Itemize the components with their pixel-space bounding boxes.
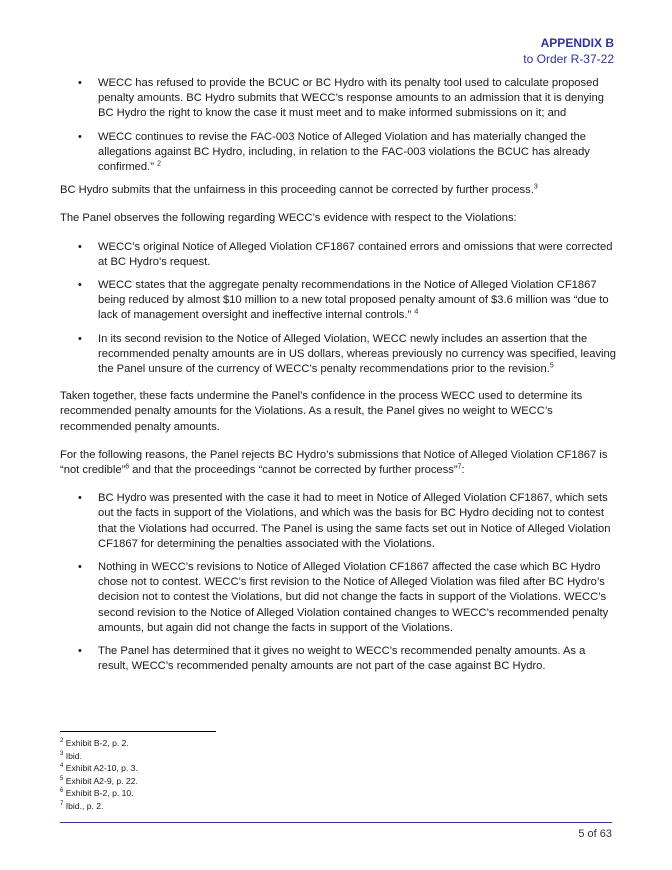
footnote-ref: 5 [549,362,554,370]
list-item-text: In its second revision to the Notice of Alleged Violation, WECC newly includes an assertion that the recommended penalty amounts are in US dollars, whereas previously no currency was specified, leaving the Panel unsure of the currency of WECC’s penalty recommendations prior to the revision. [98,332,616,376]
paragraph-text: : [461,464,465,477]
paragraph [60,183,616,198]
footnote-text: Exhibit B-2, p. 10. [65,788,134,799]
bullet-list-bottom [60,491,616,674]
bullet-icon: • [78,77,82,89]
bullet-icon: • [78,492,82,505]
list-item-text: WECC has refused to provide the BCUC or BC Hydro with its penalty tool used to calculate proposed penalty amounts. BC Hydro submits that WECC’s response amounts to an admission that it is denying BC Hydro the right to know the case it must meet and to make informed submissions on it; and [98,77,604,120]
list-item-text: WECC’s original Notice of Alleged Violation CF1867 contained errors and omissions that were corrected at BC Hydro’s request. [98,240,613,268]
footnote [60,775,138,788]
footnote-number: 2 [60,738,64,745]
list-item [60,130,616,176]
paragraph: Taken together, these facts undermine the Panel’s confidence in the process WECC used to determine its recommended penalty amounts for the Violations. As a result, the Panel gives no weight to WECC’s recommended penalty amounts. [60,390,583,433]
bullet-icon: • [78,645,82,658]
paragraph-text: and that the proceedings “cannot be corrected by further process” [129,464,458,477]
footnote-number: 4 [60,763,64,770]
paragraph-text: For the following reasons, the Panel rejects BC Hydro’s submissions that Notice of Alleged Violation CF1867 is “not credible” [60,448,608,477]
footnote [60,762,138,775]
list-item-text: The Panel has determined that it gives no weight to WECC’s recommended penalty amounts. As a result, WECC’s recommended penalty amounts are not part of the case against BC Hydro. [98,645,586,673]
bullet-list-top [60,76,616,175]
list-item-text: WECC continues to revise the FAC-003 Notice of Alleged Violation and has materially changed the allegations against BC Hydro, including, in relation to the FAC-003 violations the BCUC has already confirmed.” [98,130,590,174]
footnote [60,787,138,800]
footnote-text: Exhibit A2-9, p. 22. [65,775,138,786]
list-item [60,278,616,324]
paragraph [60,448,616,478]
footnote-text: Exhibit B-2, p. 2. [65,738,129,748]
footnote-text: Exhibit A2-10, p. 3. [65,763,138,774]
paragraph-text: BC Hydro submits that the unfairness in this proceeding cannot be corrected by further process. [60,184,534,197]
footnote-number: 6 [60,788,64,795]
list-item [60,240,616,270]
footnote-number: 3 [60,750,64,757]
list-item-text: WECC states that the aggregate penalty recommendations in the Notice of Alleged Violation CF1867 being reduced by almost $10 million to a new total proposed penalty amount of $3.6 million was “due to lack of management oversight and ineffective internal controls.” [98,279,609,322]
bullet-icon: • [78,240,82,253]
footnote-ref: 7 [457,463,462,471]
list-item [60,76,616,122]
appendix-label: APPENDIX B [540,36,614,50]
footnote-number: 5 [60,775,64,782]
list-item-text: BC Hydro was presented with the case it had to meet in Notice of Alleged Violation CF1867, which sets out the facts in support of the Violations, and which was the basis for BC Hydro deciding not to contest that the Violations had occurred. The Panel is using the same facts set out in Notice of Alleged Violation CF1867 for determining the penalties associated with the Violations. [98,492,611,550]
footnote [60,737,138,750]
footnote-number: 7 [60,801,64,808]
footnote-ref: 2 [157,160,161,168]
footnote-text: Ibid., p. 2. [65,800,104,811]
footnote [60,750,138,763]
footnote [60,800,138,813]
footer-divider [60,822,612,823]
list-item [60,332,616,378]
footnote-ref: 3 [533,183,538,191]
footnotes [60,737,138,813]
page-number: 5 of 63 [578,828,612,840]
bullet-list-mid [60,240,616,378]
bullet-icon: • [78,279,82,292]
footnote-divider [60,731,216,732]
order-reference: to Order R-37-22 [523,52,614,66]
body-content [60,76,616,683]
list-item-text: Nothing in WECC’s revisions to Notice of Alleged Violation CF1867 affected the case which BC Hydro chose not to contest. WECC’s first revision to the Notice of Alleged Violation was filed after BC Hydro’s decision not to contest the Violations, but did not change the facts in support of the Violations. WECC’s second revision to the Notice of Alleged Violation contained changes to WECC’s recommended penalty amounts, but again did not change the facts in support of the Violations. [98,561,609,634]
bullet-icon: • [78,332,82,345]
footnote-ref: 6 [125,463,130,471]
list-item [60,491,616,552]
page-header [523,35,614,67]
bullet-icon: • [78,130,82,143]
list-item [60,560,616,636]
paragraph: The Panel observes the following regarding WECC’s evidence with respect to the Violations: [60,212,517,225]
footnote-ref: 4 [414,308,419,316]
footnote-text: Ibid. [65,750,82,761]
bullet-icon: • [78,561,82,574]
list-item [60,644,616,674]
